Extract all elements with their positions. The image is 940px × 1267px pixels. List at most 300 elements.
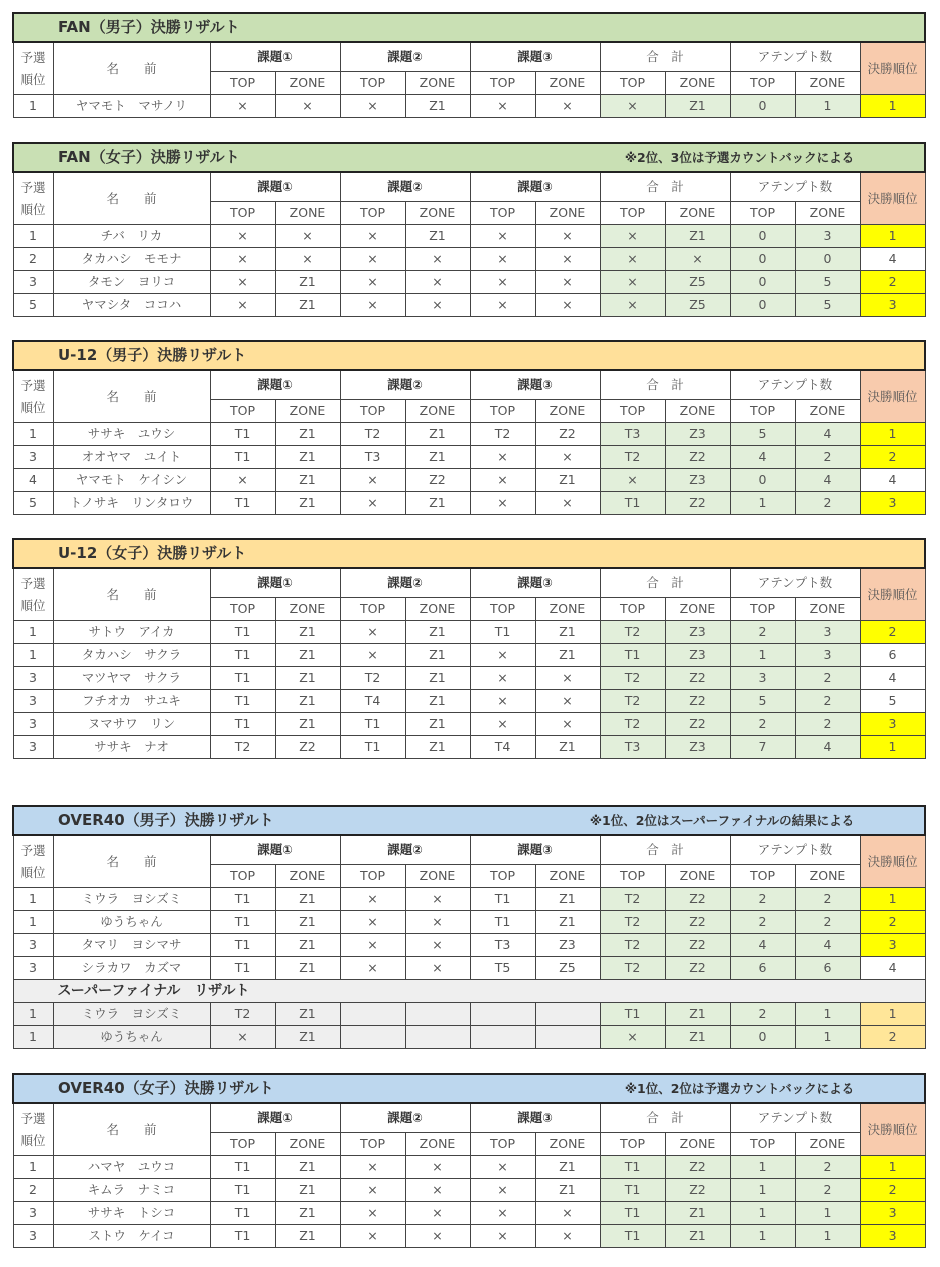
zone-header: ZONE bbox=[665, 400, 730, 423]
zone-header: ZONE bbox=[535, 1133, 600, 1156]
zone-header: ZONE bbox=[665, 1133, 730, 1156]
task2-header: 課題② bbox=[340, 42, 470, 72]
zone-header: ZONE bbox=[405, 72, 470, 95]
top-header: TOP bbox=[210, 202, 275, 225]
total-zone-cell: Z3 bbox=[665, 469, 730, 492]
total-header: 合 計 bbox=[600, 568, 730, 598]
zone-header: ZONE bbox=[795, 1133, 860, 1156]
attempts-zone-cell: 5 bbox=[795, 271, 860, 294]
result-section bbox=[12, 142, 924, 317]
prelim-rank-cell: 3 bbox=[13, 690, 53, 713]
total-top-cell: T2 bbox=[600, 621, 665, 644]
total-top-cell: × bbox=[600, 248, 665, 271]
t3-top-cell: × bbox=[470, 95, 535, 118]
prelim-rank-header-line: 順位 bbox=[20, 399, 46, 415]
attempts-top-cell: 2 bbox=[730, 1003, 795, 1026]
t3-zone-cell: Z1 bbox=[535, 621, 600, 644]
attempts-zone-cell: 3 bbox=[795, 621, 860, 644]
empty-cell bbox=[535, 1026, 600, 1049]
final-rank-cell: 3 bbox=[860, 713, 925, 736]
total-top-cell: T2 bbox=[600, 667, 665, 690]
prelim-rank-cell: 4 bbox=[13, 469, 53, 492]
name-cell: ハマヤ ユウコ bbox=[53, 1156, 210, 1179]
zone-header: ZONE bbox=[795, 202, 860, 225]
result-table bbox=[12, 12, 926, 118]
attempts-top-cell: 5 bbox=[730, 690, 795, 713]
t1-zone-cell: Z1 bbox=[275, 1225, 340, 1248]
empty-cell bbox=[470, 1026, 535, 1049]
t2-zone-cell: × bbox=[405, 888, 470, 911]
task2-header: 課題② bbox=[340, 172, 470, 202]
t1-zone-cell: Z1 bbox=[275, 1026, 340, 1049]
attempts-zone-cell: 3 bbox=[795, 644, 860, 667]
total-zone-cell: Z2 bbox=[665, 690, 730, 713]
total-zone-cell: × bbox=[665, 248, 730, 271]
prelim-rank-cell: 2 bbox=[13, 1179, 53, 1202]
final-rank-header: 決勝順位 bbox=[860, 370, 925, 423]
total-top-cell: × bbox=[600, 271, 665, 294]
prelim-rank-cell: 3 bbox=[13, 1202, 53, 1225]
t3-top-cell: × bbox=[470, 294, 535, 317]
attempts-zone-cell: 2 bbox=[795, 1156, 860, 1179]
section-title bbox=[13, 13, 925, 42]
attempts-zone-cell: 1 bbox=[795, 1202, 860, 1225]
section-note: ※1位、2位は予選カウントバックによる bbox=[624, 1081, 855, 1096]
prelim-rank-header-line: 予選 bbox=[20, 842, 46, 858]
result-section bbox=[12, 340, 924, 515]
empty-cell bbox=[405, 1003, 470, 1026]
t1-zone-cell: Z2 bbox=[275, 736, 340, 759]
prelim-rank-header bbox=[13, 42, 53, 95]
attempts-zone-cell: 1 bbox=[795, 1026, 860, 1049]
zone-header: ZONE bbox=[405, 598, 470, 621]
t1-zone-cell: × bbox=[275, 248, 340, 271]
t3-top-cell: T4 bbox=[470, 736, 535, 759]
t2-top-cell: × bbox=[340, 1202, 405, 1225]
t1-top-cell: T1 bbox=[210, 690, 275, 713]
t2-zone-cell: × bbox=[405, 911, 470, 934]
attempts-top-cell: 1 bbox=[730, 644, 795, 667]
t2-top-cell: × bbox=[340, 644, 405, 667]
zone-header: ZONE bbox=[535, 72, 600, 95]
task3-header: 課題③ bbox=[470, 835, 600, 865]
final-rank-cell: 1 bbox=[860, 1003, 925, 1026]
total-top-cell: T2 bbox=[600, 911, 665, 934]
zone-header: ZONE bbox=[535, 865, 600, 888]
t1-zone-cell: Z1 bbox=[275, 713, 340, 736]
attempts-zone-cell: 1 bbox=[795, 1225, 860, 1248]
t2-zone-cell: × bbox=[405, 1156, 470, 1179]
attempts-zone-cell: 2 bbox=[795, 1179, 860, 1202]
result-section bbox=[12, 538, 924, 759]
table-row bbox=[13, 1225, 925, 1248]
t2-top-cell: × bbox=[340, 888, 405, 911]
final-rank-cell: 2 bbox=[860, 271, 925, 294]
t3-top-cell: × bbox=[470, 1202, 535, 1225]
total-zone-cell: Z3 bbox=[665, 644, 730, 667]
prelim-rank-cell: 5 bbox=[13, 294, 53, 317]
table-row bbox=[13, 736, 925, 759]
t1-top-cell: T1 bbox=[210, 1156, 275, 1179]
final-rank-cell: 6 bbox=[860, 644, 925, 667]
result-section bbox=[12, 12, 924, 118]
t2-zone-cell: Z1 bbox=[405, 95, 470, 118]
final-rank-cell: 2 bbox=[860, 1179, 925, 1202]
t2-top-cell: × bbox=[340, 1156, 405, 1179]
final-rank-header: 決勝順位 bbox=[860, 835, 925, 888]
t2-zone-cell: × bbox=[405, 271, 470, 294]
total-zone-cell: Z3 bbox=[665, 736, 730, 759]
total-top-cell: T2 bbox=[600, 888, 665, 911]
name-cell: ヤマモト ケイシン bbox=[53, 469, 210, 492]
result-table bbox=[12, 1073, 926, 1248]
table-row bbox=[13, 690, 925, 713]
top-header: TOP bbox=[730, 202, 795, 225]
name-cell: ゆうちゃん bbox=[53, 1026, 210, 1049]
t2-zone-cell: Z2 bbox=[405, 469, 470, 492]
top-header: TOP bbox=[730, 865, 795, 888]
result-table bbox=[12, 805, 926, 1049]
name-cell: トノサキ リンタロウ bbox=[53, 492, 210, 515]
prelim-rank-cell: 1 bbox=[13, 621, 53, 644]
t3-top-cell: × bbox=[470, 469, 535, 492]
top-header: TOP bbox=[730, 1133, 795, 1156]
attempts-zone-cell: 2 bbox=[795, 713, 860, 736]
result-section bbox=[12, 1073, 924, 1248]
t3-top-cell: × bbox=[470, 644, 535, 667]
zone-header: ZONE bbox=[405, 1133, 470, 1156]
name-header: 名 前 bbox=[53, 568, 210, 621]
prelim-rank-cell: 3 bbox=[13, 1225, 53, 1248]
attempts-top-cell: 0 bbox=[730, 294, 795, 317]
t1-top-cell: × bbox=[210, 1026, 275, 1049]
name-cell: ササキ ユウシ bbox=[53, 423, 210, 446]
table-row bbox=[13, 95, 925, 118]
total-header: 合 計 bbox=[600, 42, 730, 72]
t3-zone-cell: Z1 bbox=[535, 644, 600, 667]
name-cell: キムラ ナミコ bbox=[53, 1179, 210, 1202]
attempts-header: アテンプト数 bbox=[730, 172, 860, 202]
name-cell: フチオカ サユキ bbox=[53, 690, 210, 713]
total-top-cell: T2 bbox=[600, 713, 665, 736]
t2-top-cell: × bbox=[340, 957, 405, 980]
name-cell: ヤマシタ ココハ bbox=[53, 294, 210, 317]
prelim-rank-cell: 1 bbox=[13, 644, 53, 667]
t1-zone-cell: Z1 bbox=[275, 1003, 340, 1026]
t1-zone-cell: Z1 bbox=[275, 1202, 340, 1225]
prelim-rank-header-line: 順位 bbox=[20, 1132, 46, 1148]
top-header: TOP bbox=[470, 865, 535, 888]
name-cell: ゆうちゃん bbox=[53, 911, 210, 934]
attempts-zone-cell: 0 bbox=[795, 248, 860, 271]
t3-top-cell: T1 bbox=[470, 911, 535, 934]
t1-top-cell: T1 bbox=[210, 957, 275, 980]
total-top-cell: T2 bbox=[600, 690, 665, 713]
section-title-text: FAN（女子）決勝リザルト bbox=[58, 148, 240, 166]
prelim-rank-cell: 1 bbox=[13, 225, 53, 248]
top-header: TOP bbox=[210, 72, 275, 95]
attempts-top-cell: 2 bbox=[730, 621, 795, 644]
total-zone-cell: Z1 bbox=[665, 1026, 730, 1049]
t2-top-cell: T2 bbox=[340, 423, 405, 446]
t1-top-cell: × bbox=[210, 95, 275, 118]
top-header: TOP bbox=[340, 202, 405, 225]
zone-header: ZONE bbox=[535, 598, 600, 621]
t1-top-cell: T2 bbox=[210, 1003, 275, 1026]
prelim-rank-cell: 3 bbox=[13, 736, 53, 759]
section-title-text: OVER40（女子）決勝リザルト bbox=[58, 1079, 274, 1097]
empty-cell bbox=[340, 1003, 405, 1026]
task2-header: 課題② bbox=[340, 568, 470, 598]
t1-zone-cell: Z1 bbox=[275, 469, 340, 492]
prelim-rank-header-line: 順位 bbox=[20, 71, 46, 87]
t3-top-cell: T1 bbox=[470, 888, 535, 911]
table-row bbox=[13, 271, 925, 294]
table-row bbox=[13, 225, 925, 248]
t2-top-cell: × bbox=[340, 271, 405, 294]
t3-zone-cell: × bbox=[535, 1202, 600, 1225]
total-top-cell: T1 bbox=[600, 1225, 665, 1248]
prelim-rank-header bbox=[13, 568, 53, 621]
t3-zone-cell: Z1 bbox=[535, 911, 600, 934]
t3-top-cell: T5 bbox=[470, 957, 535, 980]
attempts-top-cell: 1 bbox=[730, 492, 795, 515]
t2-top-cell: × bbox=[340, 294, 405, 317]
name-cell: タモン ヨリコ bbox=[53, 271, 210, 294]
t2-top-cell: × bbox=[340, 1225, 405, 1248]
top-header: TOP bbox=[210, 1133, 275, 1156]
name-cell: ミウラ ヨシズミ bbox=[53, 1003, 210, 1026]
t3-zone-cell: × bbox=[535, 713, 600, 736]
attempts-top-cell: 0 bbox=[730, 248, 795, 271]
attempts-top-cell: 3 bbox=[730, 667, 795, 690]
zone-header: ZONE bbox=[405, 202, 470, 225]
t2-zone-cell: Z1 bbox=[405, 713, 470, 736]
table-row bbox=[13, 423, 925, 446]
t3-zone-cell: Z1 bbox=[535, 1156, 600, 1179]
prelim-rank-header bbox=[13, 1103, 53, 1156]
prelim-rank-cell: 3 bbox=[13, 957, 53, 980]
total-top-cell: × bbox=[600, 95, 665, 118]
attempts-zone-cell: 1 bbox=[795, 1003, 860, 1026]
t3-zone-cell: × bbox=[535, 1225, 600, 1248]
table-row bbox=[13, 492, 925, 515]
prelim-rank-header bbox=[13, 835, 53, 888]
zone-header: ZONE bbox=[795, 865, 860, 888]
name-cell: タカハシ モモナ bbox=[53, 248, 210, 271]
t2-zone-cell: Z1 bbox=[405, 621, 470, 644]
attempts-zone-cell: 2 bbox=[795, 911, 860, 934]
attempts-top-cell: 4 bbox=[730, 934, 795, 957]
task3-header: 課題③ bbox=[470, 42, 600, 72]
final-rank-cell: 1 bbox=[860, 1156, 925, 1179]
final-rank-cell: 3 bbox=[860, 1202, 925, 1225]
t2-zone-cell: × bbox=[405, 248, 470, 271]
t1-zone-cell: Z1 bbox=[275, 888, 340, 911]
prelim-rank-header bbox=[13, 172, 53, 225]
section-title-text: FAN（男子）決勝リザルト bbox=[58, 18, 240, 36]
zone-header: ZONE bbox=[535, 400, 600, 423]
total-top-cell: T1 bbox=[600, 1156, 665, 1179]
table-row bbox=[13, 934, 925, 957]
t1-zone-cell: Z1 bbox=[275, 621, 340, 644]
total-header: 合 計 bbox=[600, 370, 730, 400]
t1-top-cell: T1 bbox=[210, 1179, 275, 1202]
t1-top-cell: T1 bbox=[210, 446, 275, 469]
attempts-top-cell: 5 bbox=[730, 423, 795, 446]
final-rank-cell: 4 bbox=[860, 248, 925, 271]
t2-top-cell: T2 bbox=[340, 667, 405, 690]
task2-header: 課題② bbox=[340, 835, 470, 865]
total-zone-cell: Z2 bbox=[665, 1179, 730, 1202]
prelim-rank-header-line: 順位 bbox=[20, 201, 46, 217]
t1-top-cell: × bbox=[210, 271, 275, 294]
top-header: TOP bbox=[600, 1133, 665, 1156]
prelim-rank-cell: 1 bbox=[13, 1156, 53, 1179]
t3-zone-cell: Z3 bbox=[535, 934, 600, 957]
final-rank-cell: 2 bbox=[860, 446, 925, 469]
prelim-rank-header-line: 予選 bbox=[20, 1110, 46, 1126]
superfinal-row bbox=[13, 1026, 925, 1049]
attempts-zone-cell: 4 bbox=[795, 423, 860, 446]
t1-top-cell: T1 bbox=[210, 621, 275, 644]
name-cell: タマリ ヨシマサ bbox=[53, 934, 210, 957]
task3-header: 課題③ bbox=[470, 370, 600, 400]
total-zone-cell: Z3 bbox=[665, 621, 730, 644]
t2-zone-cell: Z1 bbox=[405, 736, 470, 759]
task1-header: 課題① bbox=[210, 42, 340, 72]
task1-header: 課題① bbox=[210, 568, 340, 598]
name-cell: ヤマモト マサノリ bbox=[53, 95, 210, 118]
final-rank-cell: 4 bbox=[860, 667, 925, 690]
t3-zone-cell: × bbox=[535, 271, 600, 294]
t2-zone-cell: Z1 bbox=[405, 690, 470, 713]
top-header: TOP bbox=[470, 202, 535, 225]
attempts-zone-cell: 3 bbox=[795, 225, 860, 248]
prelim-rank-cell: 2 bbox=[13, 248, 53, 271]
t2-zone-cell: Z1 bbox=[405, 423, 470, 446]
t2-top-cell: × bbox=[340, 911, 405, 934]
total-top-cell: × bbox=[600, 225, 665, 248]
total-zone-cell: Z2 bbox=[665, 667, 730, 690]
total-top-cell: T2 bbox=[600, 957, 665, 980]
empty-cell bbox=[535, 1003, 600, 1026]
t3-zone-cell: Z1 bbox=[535, 1179, 600, 1202]
t3-zone-cell: × bbox=[535, 294, 600, 317]
prelim-rank-cell: 3 bbox=[13, 271, 53, 294]
name-cell: ササキ トシコ bbox=[53, 1202, 210, 1225]
superfinal-row bbox=[13, 1003, 925, 1026]
total-zone-cell: Z1 bbox=[665, 1225, 730, 1248]
total-top-cell: T2 bbox=[600, 446, 665, 469]
t1-top-cell: T1 bbox=[210, 423, 275, 446]
name-header: 名 前 bbox=[53, 42, 210, 95]
t2-zone-cell: × bbox=[405, 1179, 470, 1202]
t3-zone-cell: × bbox=[535, 690, 600, 713]
t1-top-cell: T1 bbox=[210, 1202, 275, 1225]
empty-cell bbox=[405, 1026, 470, 1049]
name-header: 名 前 bbox=[53, 172, 210, 225]
top-header: TOP bbox=[600, 72, 665, 95]
table-row bbox=[13, 469, 925, 492]
final-rank-cell: 2 bbox=[860, 911, 925, 934]
top-header: TOP bbox=[340, 598, 405, 621]
t1-top-cell: × bbox=[210, 469, 275, 492]
t1-zone-cell: Z1 bbox=[275, 957, 340, 980]
total-header: 合 計 bbox=[600, 835, 730, 865]
prelim-rank-cell: 3 bbox=[13, 446, 53, 469]
name-header: 名 前 bbox=[53, 835, 210, 888]
task1-header: 課題① bbox=[210, 1103, 340, 1133]
t1-zone-cell: Z1 bbox=[275, 644, 340, 667]
final-rank-cell: 4 bbox=[860, 469, 925, 492]
zone-header: ZONE bbox=[275, 72, 340, 95]
attempts-top-cell: 1 bbox=[730, 1202, 795, 1225]
t3-top-cell: × bbox=[470, 1179, 535, 1202]
total-top-cell: × bbox=[600, 1026, 665, 1049]
t2-top-cell: T1 bbox=[340, 736, 405, 759]
final-rank-header: 決勝順位 bbox=[860, 1103, 925, 1156]
t1-zone-cell: Z1 bbox=[275, 1179, 340, 1202]
t1-top-cell: × bbox=[210, 294, 275, 317]
section-note: ※2位、3位は予選カウントバックによる bbox=[624, 150, 855, 165]
superfinal-title: スーパーファイナル リザルト bbox=[13, 980, 925, 1003]
prelim-rank-header-line: 予選 bbox=[20, 377, 46, 393]
t2-zone-cell: × bbox=[405, 934, 470, 957]
prelim-rank-header-line: 順位 bbox=[20, 597, 46, 613]
task1-header: 課題① bbox=[210, 172, 340, 202]
top-header: TOP bbox=[600, 865, 665, 888]
t1-top-cell: T1 bbox=[210, 911, 275, 934]
prelim-rank-header-line: 順位 bbox=[20, 864, 46, 880]
t2-top-cell: × bbox=[340, 95, 405, 118]
zone-header: ZONE bbox=[275, 1133, 340, 1156]
t1-zone-cell: × bbox=[275, 95, 340, 118]
t2-top-cell: T4 bbox=[340, 690, 405, 713]
top-header: TOP bbox=[340, 865, 405, 888]
t2-zone-cell: × bbox=[405, 957, 470, 980]
t1-zone-cell: Z1 bbox=[275, 667, 340, 690]
total-top-cell: T1 bbox=[600, 1202, 665, 1225]
attempts-zone-cell: 2 bbox=[795, 667, 860, 690]
prelim-rank-header-line: 予選 bbox=[20, 179, 46, 195]
attempts-header: アテンプト数 bbox=[730, 568, 860, 598]
attempts-zone-cell: 1 bbox=[795, 95, 860, 118]
name-cell: オオヤマ ユイト bbox=[53, 446, 210, 469]
table-row bbox=[13, 1179, 925, 1202]
t3-top-cell: × bbox=[470, 446, 535, 469]
attempts-top-cell: 4 bbox=[730, 446, 795, 469]
t2-top-cell: × bbox=[340, 934, 405, 957]
attempts-zone-cell: 2 bbox=[795, 690, 860, 713]
final-rank-cell: 1 bbox=[860, 423, 925, 446]
t1-zone-cell: × bbox=[275, 225, 340, 248]
attempts-top-cell: 0 bbox=[730, 225, 795, 248]
t2-top-cell: T1 bbox=[340, 713, 405, 736]
final-rank-cell: 1 bbox=[860, 225, 925, 248]
task3-header: 課題③ bbox=[470, 172, 600, 202]
task2-header: 課題② bbox=[340, 1103, 470, 1133]
section-title bbox=[13, 539, 925, 568]
attempts-top-cell: 0 bbox=[730, 469, 795, 492]
attempts-header: アテンプト数 bbox=[730, 370, 860, 400]
attempts-top-cell: 1 bbox=[730, 1156, 795, 1179]
t2-zone-cell: Z1 bbox=[405, 492, 470, 515]
t1-top-cell: T1 bbox=[210, 667, 275, 690]
table-row bbox=[13, 248, 925, 271]
section-title bbox=[13, 1074, 925, 1103]
t3-zone-cell: × bbox=[535, 667, 600, 690]
